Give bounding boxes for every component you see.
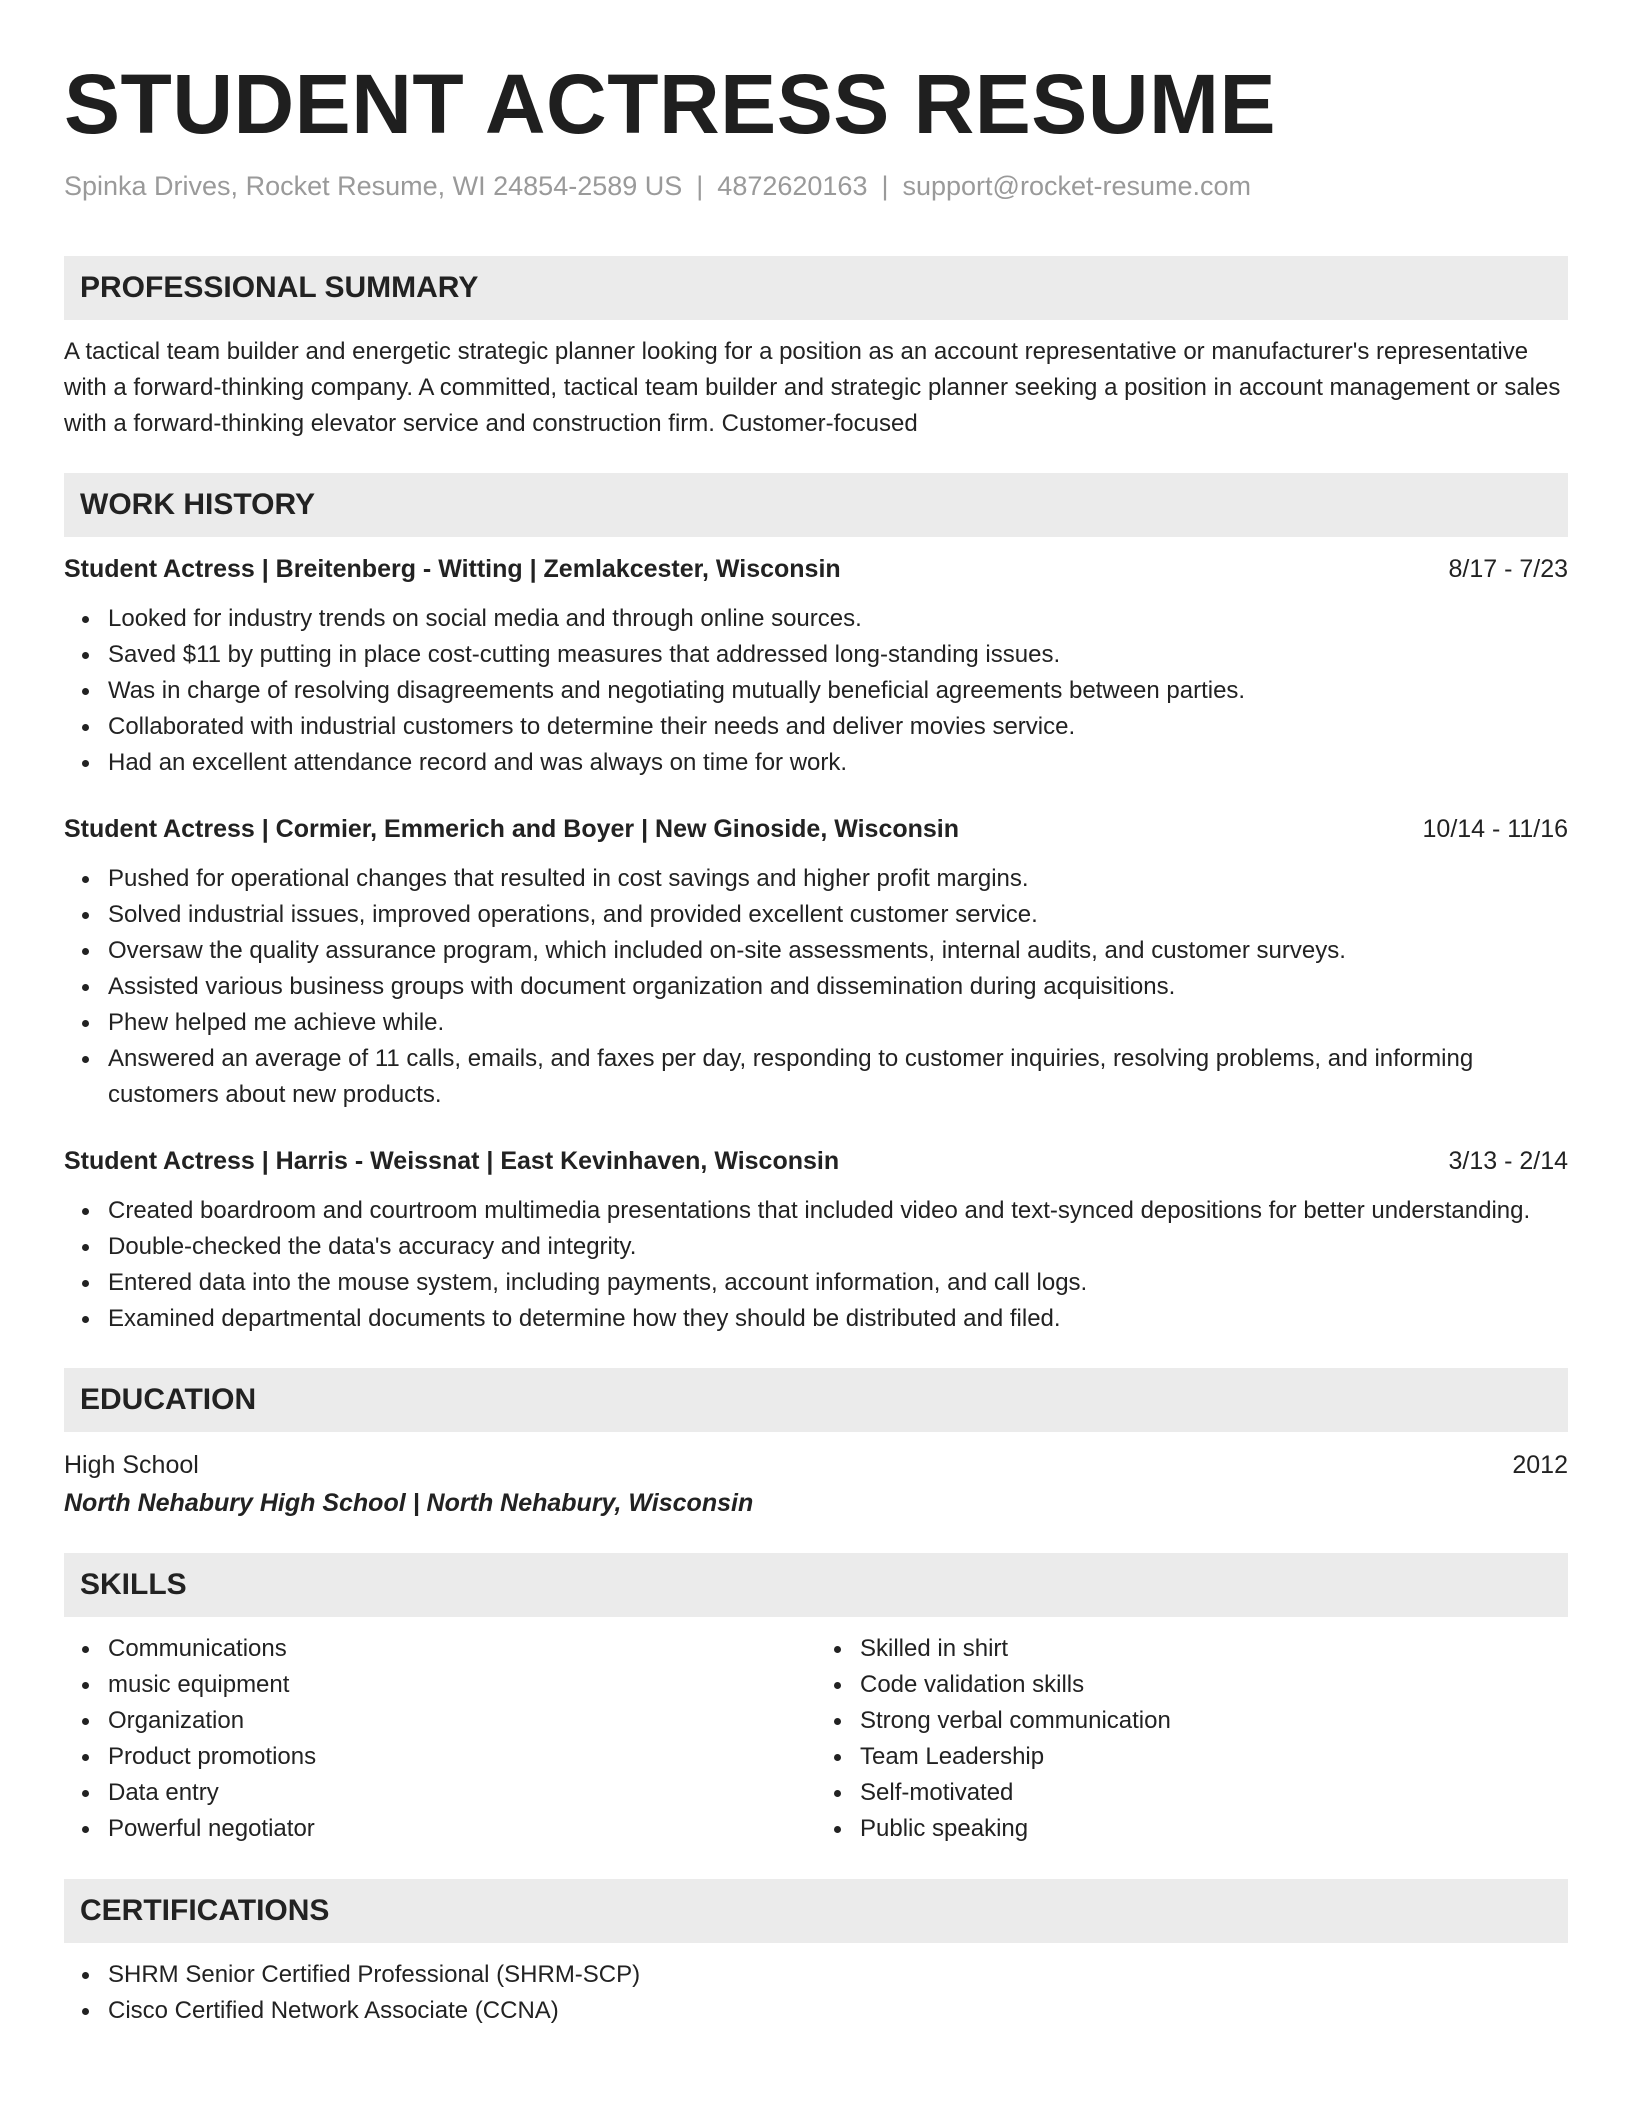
work-history-section <box>64 473 1568 1337</box>
job-entry <box>64 811 1568 1113</box>
list-item: Double-checked the data's accuracy and integrity. <box>64 1229 1568 1265</box>
job-entry <box>64 1143 1568 1337</box>
education-year: 2012 <box>1512 1451 1568 1479</box>
education-heading: EDUCATION <box>64 1368 1568 1432</box>
skill-item: Powerful negotiator <box>64 1811 816 1847</box>
contact-separator: | <box>696 171 704 201</box>
skill-item: Organization <box>64 1703 816 1739</box>
skill-item: music equipment <box>64 1667 816 1703</box>
list-item: Assisted various business groups with document organization and dissemination during acquisitions. <box>64 969 1568 1005</box>
list-item: Phew helped me achieve while. <box>64 1005 1568 1041</box>
job-title: Student Actress | Cormier, Emmerich and Boyer | New Ginoside, Wisconsin <box>64 815 960 843</box>
skill-item: Product promotions <box>64 1739 816 1775</box>
summary-heading: PROFESSIONAL SUMMARY <box>64 256 1568 320</box>
list-item: Had an excellent attendance record and was always on time for work. <box>64 745 1568 781</box>
certification-item: SHRM Senior Certified Professional (SHRM-SCP) <box>64 1957 1568 1993</box>
skill-item: Public speaking <box>816 1811 1568 1847</box>
job-dates: 10/14 - 11/16 <box>1422 815 1568 843</box>
summary-text: A tactical team builder and energetic strategic planner looking for a position as an account representative or manufacturer's representative with a forward-thinking company. A committed, tactical team builder and strategic planner seeking a position in account management or sales with a forward-thinking elevator service and construction firm. Customer-focused <box>64 338 1561 437</box>
education-section <box>64 1368 1568 1522</box>
job-dates: 3/13 - 2/14 <box>1448 1147 1568 1175</box>
list-item: Looked for industry trends on social media and through online sources. <box>64 601 1568 637</box>
education-degree: High School <box>64 1451 199 1479</box>
skill-item: Strong verbal communication <box>816 1703 1568 1739</box>
contact-line <box>64 168 1568 204</box>
list-item: Pushed for operational changes that resulted in cost savings and higher profit margins. <box>64 861 1568 897</box>
certification-item: Cisco Certified Network Associate (CCNA) <box>64 1993 1568 2029</box>
skills-column-left <box>64 1631 816 1847</box>
contact-phone: 4872620163 <box>717 171 868 201</box>
list-item: Oversaw the quality assurance program, which included on-site assessments, internal audits, and customer surveys. <box>64 933 1568 969</box>
certifications-section <box>64 1879 1568 2029</box>
contact-email: support@rocket-resume.com <box>902 171 1252 201</box>
list-item: Saved $11 by putting in place cost-cutting measures that addressed long-standing issues. <box>64 637 1568 673</box>
skills-column-right <box>816 1631 1568 1847</box>
skill-item: Communications <box>64 1631 816 1667</box>
list-item: Examined departmental documents to determine how they should be distributed and filed. <box>64 1301 1568 1337</box>
summary-section <box>64 256 1568 442</box>
skill-item: Team Leadership <box>816 1739 1568 1775</box>
list-item: Collaborated with industrial customers to determine their needs and deliver movies service. <box>64 709 1568 745</box>
resume-title: STUDENT ACTRESS RESUME <box>64 57 1276 151</box>
contact-separator: | <box>881 171 889 201</box>
job-duties <box>64 601 1568 781</box>
work-history-heading: WORK HISTORY <box>64 473 1568 537</box>
skills-heading: SKILLS <box>64 1553 1568 1617</box>
skill-item: Skilled in shirt <box>816 1631 1568 1667</box>
list-item: Answered an average of 11 calls, emails, and faxes per day, responding to customer inquiries, resolving problems, and informing customers about new products. <box>64 1041 1568 1113</box>
contact-address: Spinka Drives, Rocket Resume, WI 24854-2589 US <box>64 171 683 201</box>
list-item: Was in charge of resolving disagreements and negotiating mutually beneficial agreements between parties. <box>64 673 1568 709</box>
job-title: Student Actress | Harris - Weissnat | East Kevinhaven, Wisconsin <box>64 1147 840 1175</box>
job-duties <box>64 1193 1568 1337</box>
skill-item: Self-motivated <box>816 1775 1568 1811</box>
skill-item: Code validation skills <box>816 1667 1568 1703</box>
job-title: Student Actress | Breitenberg - Witting | Zemlakcester, Wisconsin <box>64 555 841 583</box>
job-dates: 8/17 - 7/23 <box>1448 555 1568 583</box>
certifications-heading: CERTIFICATIONS <box>64 1879 1568 1943</box>
education-school: North Nehabury High School | North Nehabury, Wisconsin <box>64 1489 754 1517</box>
list-item: Solved industrial issues, improved operations, and provided excellent customer service. <box>64 897 1568 933</box>
job-entry <box>64 551 1568 781</box>
list-item: Entered data into the mouse system, including payments, account information, and call logs. <box>64 1265 1568 1301</box>
skill-item: Data entry <box>64 1775 816 1811</box>
skills-section <box>64 1553 1568 1847</box>
job-duties <box>64 861 1568 1113</box>
list-item: Created boardroom and courtroom multimedia presentations that included video and text-synced depositions for better understanding. <box>64 1193 1568 1229</box>
